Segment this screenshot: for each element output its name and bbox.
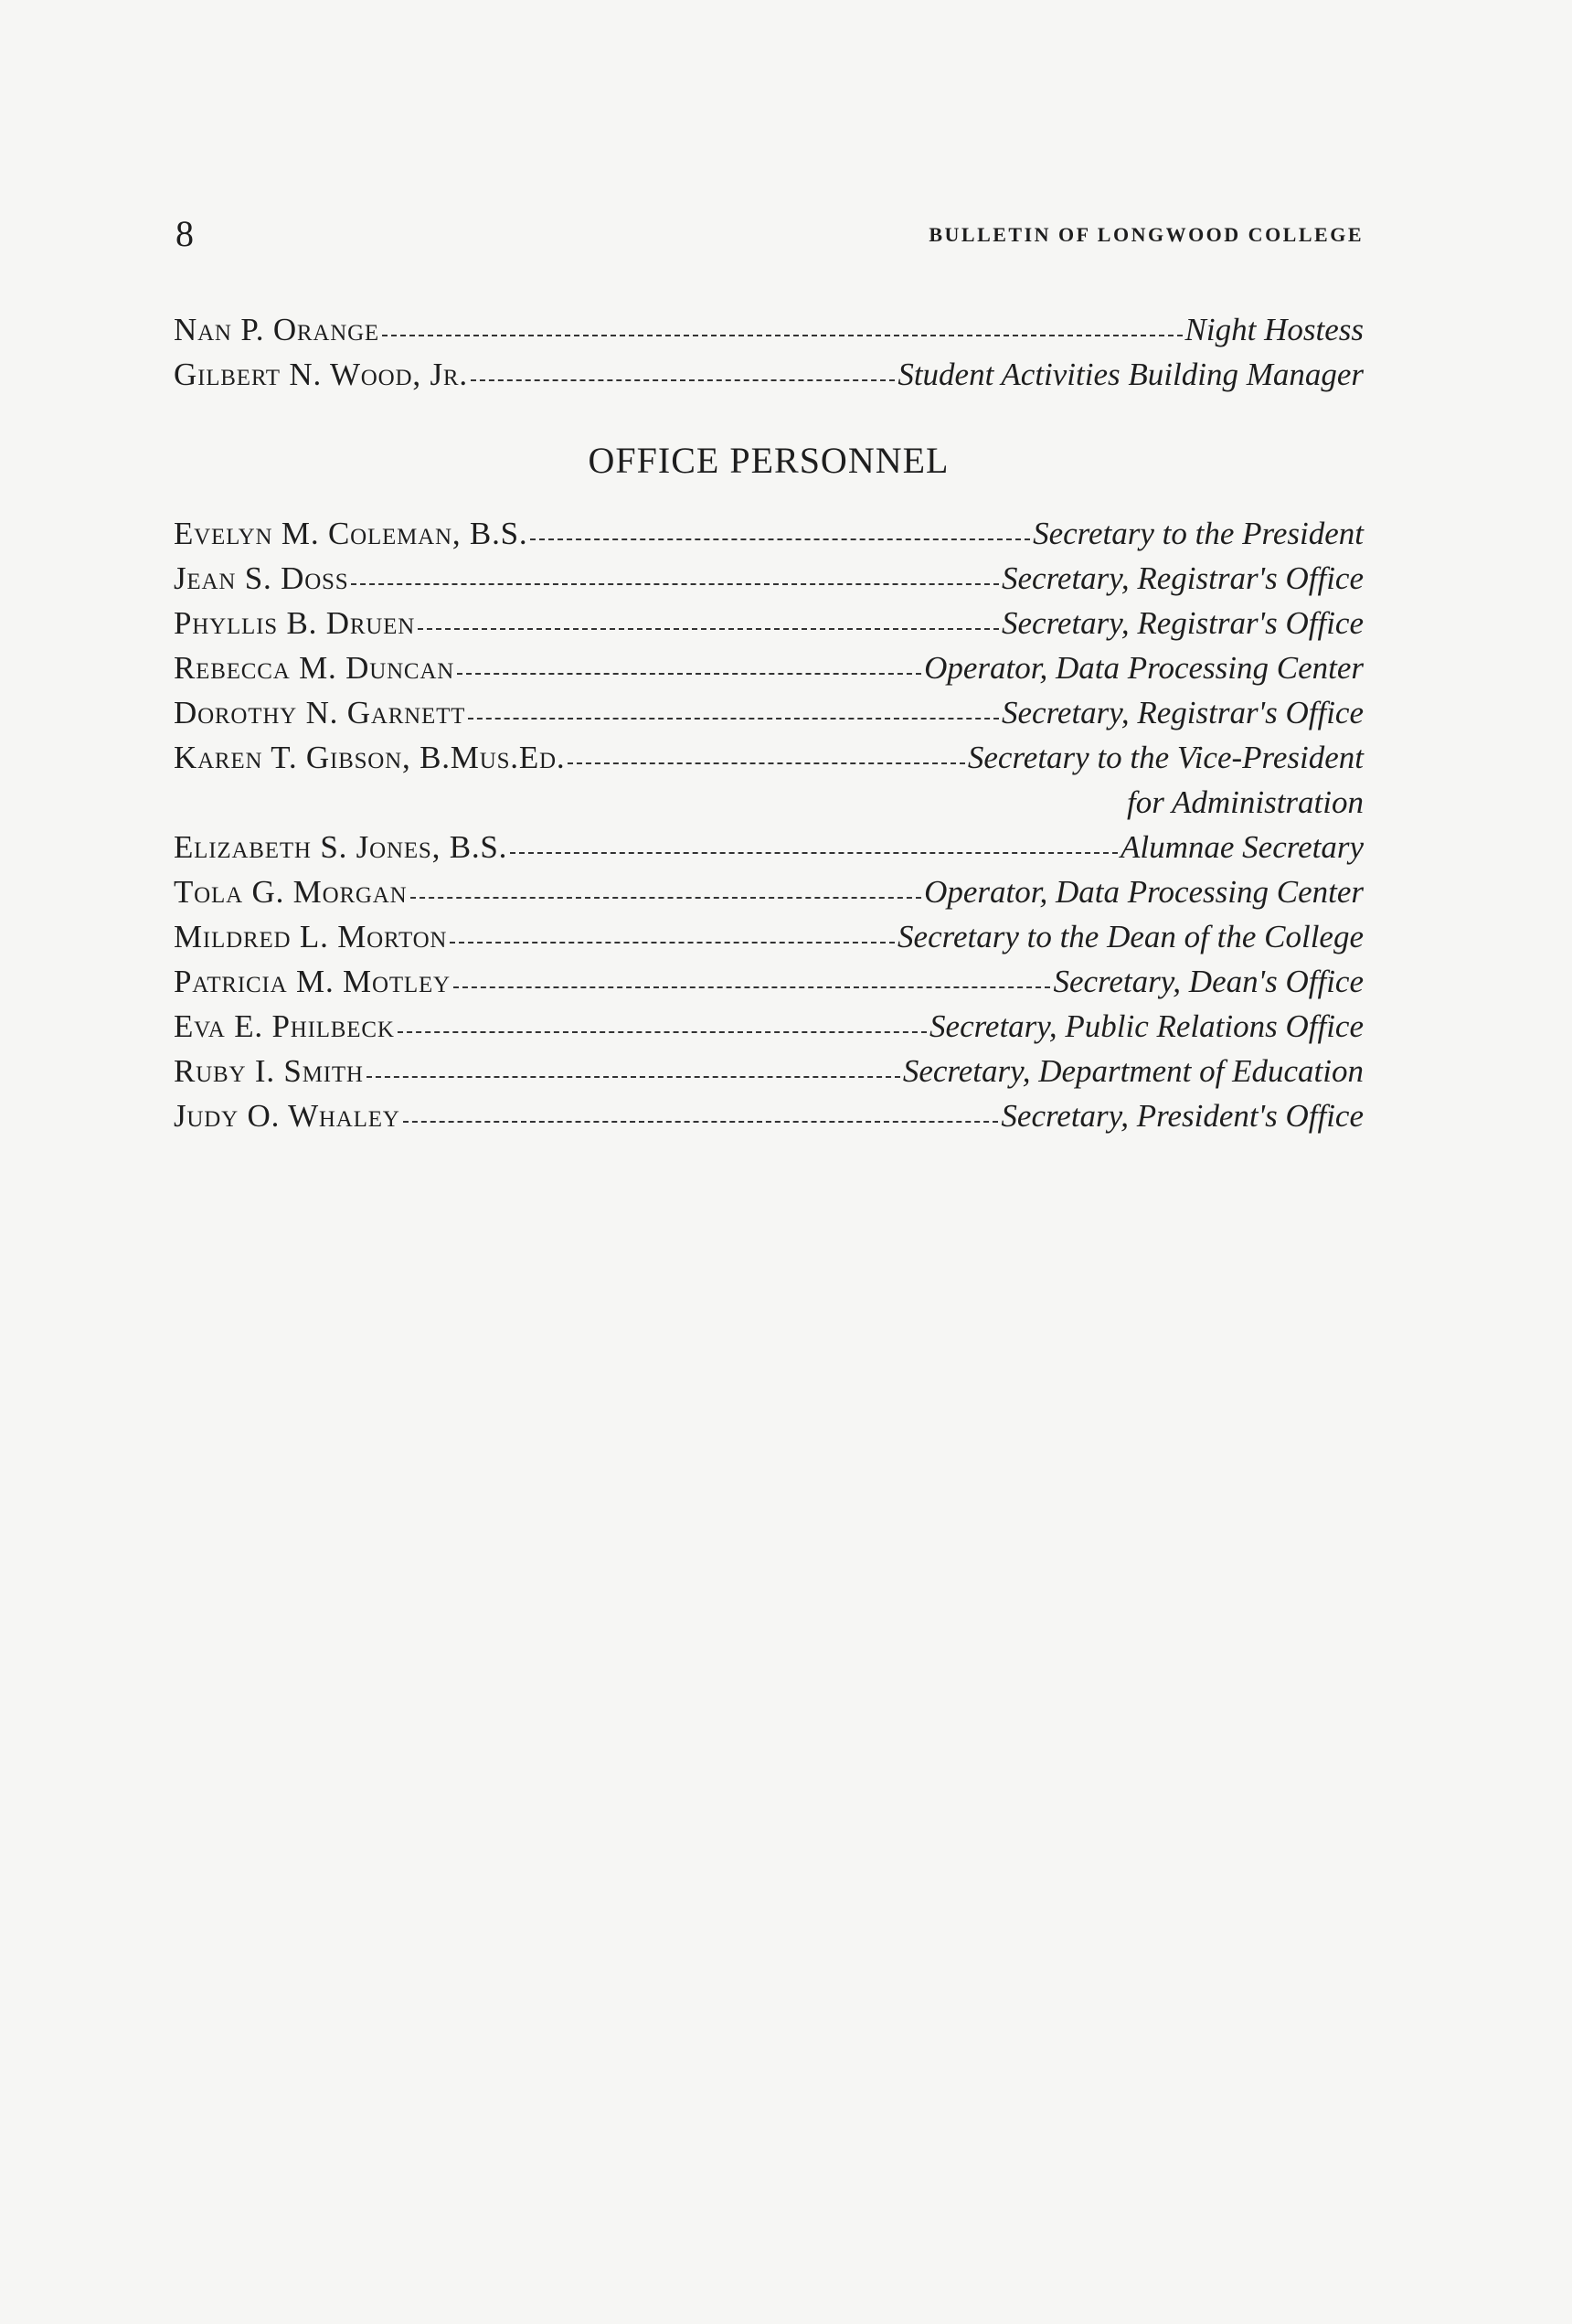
running-head: BULLETIN OF LONGWOOD COLLEGE bbox=[929, 223, 1364, 246]
dot-leader bbox=[398, 1004, 927, 1033]
personnel-entry bbox=[174, 1093, 1364, 1138]
personnel-name: Dorothy N. Garnett bbox=[174, 695, 466, 730]
personnel-entry bbox=[174, 1004, 1364, 1049]
personnel-title: Secretary to the President bbox=[1033, 516, 1364, 551]
dot-leader bbox=[403, 1093, 999, 1123]
dot-leader bbox=[510, 825, 1118, 854]
personnel-name: Elizabeth S. Jones, B.S. bbox=[174, 829, 508, 865]
personnel-title: Secretary, Registrar's Office bbox=[1002, 695, 1364, 730]
personnel-entry bbox=[174, 869, 1364, 914]
personnel-entry bbox=[174, 959, 1364, 1004]
dot-leader bbox=[450, 914, 895, 943]
dot-leader bbox=[418, 601, 999, 630]
staff-entry bbox=[174, 352, 1364, 397]
office-personnel-list bbox=[174, 511, 1364, 1138]
dot-leader bbox=[568, 735, 964, 764]
personnel-title bbox=[968, 735, 1364, 825]
personnel-entry bbox=[174, 825, 1364, 869]
page-number: 8 bbox=[175, 213, 194, 254]
dot-leader bbox=[453, 959, 1051, 988]
staff-list bbox=[174, 307, 1364, 397]
staff-title: Night Hostess bbox=[1184, 312, 1364, 347]
personnel-name: Mildred L. Morton bbox=[174, 919, 448, 954]
dot-leader bbox=[351, 556, 999, 585]
dot-leader bbox=[457, 645, 921, 675]
dot-leader bbox=[382, 307, 1183, 336]
personnel-entry bbox=[174, 556, 1364, 601]
personnel-name: Ruby I. Smith bbox=[174, 1053, 364, 1089]
personnel-entry bbox=[174, 601, 1364, 645]
dot-leader bbox=[410, 869, 922, 899]
personnel-title: Secretary to the Dean of the College bbox=[898, 919, 1364, 954]
dot-leader bbox=[468, 690, 999, 720]
personnel-title: Operator, Data Processing Center bbox=[924, 650, 1364, 686]
personnel-name: Judy O. Whaley bbox=[174, 1098, 400, 1134]
personnel-title: Secretary, Registrar's Office bbox=[1002, 560, 1364, 596]
personnel-entry bbox=[174, 690, 1364, 735]
personnel-title: Secretary, Dean's Office bbox=[1053, 964, 1364, 999]
dot-leader bbox=[471, 352, 895, 381]
personnel-name: Rebecca M. Duncan bbox=[174, 650, 455, 686]
personnel-title: Secretary, President's Office bbox=[1001, 1098, 1364, 1134]
personnel-name: Jean S. Doss bbox=[174, 560, 349, 596]
personnel-name: Tola G. Morgan bbox=[174, 874, 408, 910]
personnel-title: Operator, Data Processing Center bbox=[924, 874, 1364, 910]
personnel-title: Secretary, Registrar's Office bbox=[1002, 605, 1364, 641]
staff-title: Student Activities Building Manager bbox=[898, 357, 1364, 392]
personnel-title-line: Secretary to the Vice-President bbox=[967, 740, 1364, 775]
personnel-title: Secretary, Public Relations Office bbox=[929, 1008, 1364, 1044]
personnel-entry bbox=[174, 1049, 1364, 1093]
personnel-title: Alumnae Secretary bbox=[1121, 829, 1364, 865]
personnel-entry bbox=[174, 914, 1364, 959]
personnel-name: Patricia M. Motley bbox=[174, 964, 451, 999]
personnel-name: Phyllis B. Druen bbox=[174, 605, 416, 641]
staff-name: Nan P. Orange bbox=[174, 312, 380, 347]
personnel-entry bbox=[174, 511, 1364, 556]
dot-leader bbox=[366, 1049, 900, 1078]
staff-name: Gilbert N. Wood, Jr. bbox=[174, 357, 468, 392]
personnel-entry bbox=[174, 645, 1364, 690]
dot-leader bbox=[530, 511, 1030, 540]
personnel-name: Evelyn M. Coleman, B.S. bbox=[174, 516, 528, 551]
personnel-title: Secretary, Department of Education bbox=[902, 1053, 1364, 1089]
personnel-title-line: for Administration bbox=[1127, 784, 1364, 820]
personnel-entry bbox=[174, 735, 1364, 825]
page-header bbox=[175, 212, 1364, 267]
section-heading: OFFICE PERSONNEL bbox=[588, 440, 950, 481]
staff-entry bbox=[174, 307, 1364, 352]
personnel-name: Eva E. Philbeck bbox=[174, 1008, 395, 1044]
personnel-name: Karen T. Gibson, B.Mus.Ed. bbox=[174, 740, 566, 775]
